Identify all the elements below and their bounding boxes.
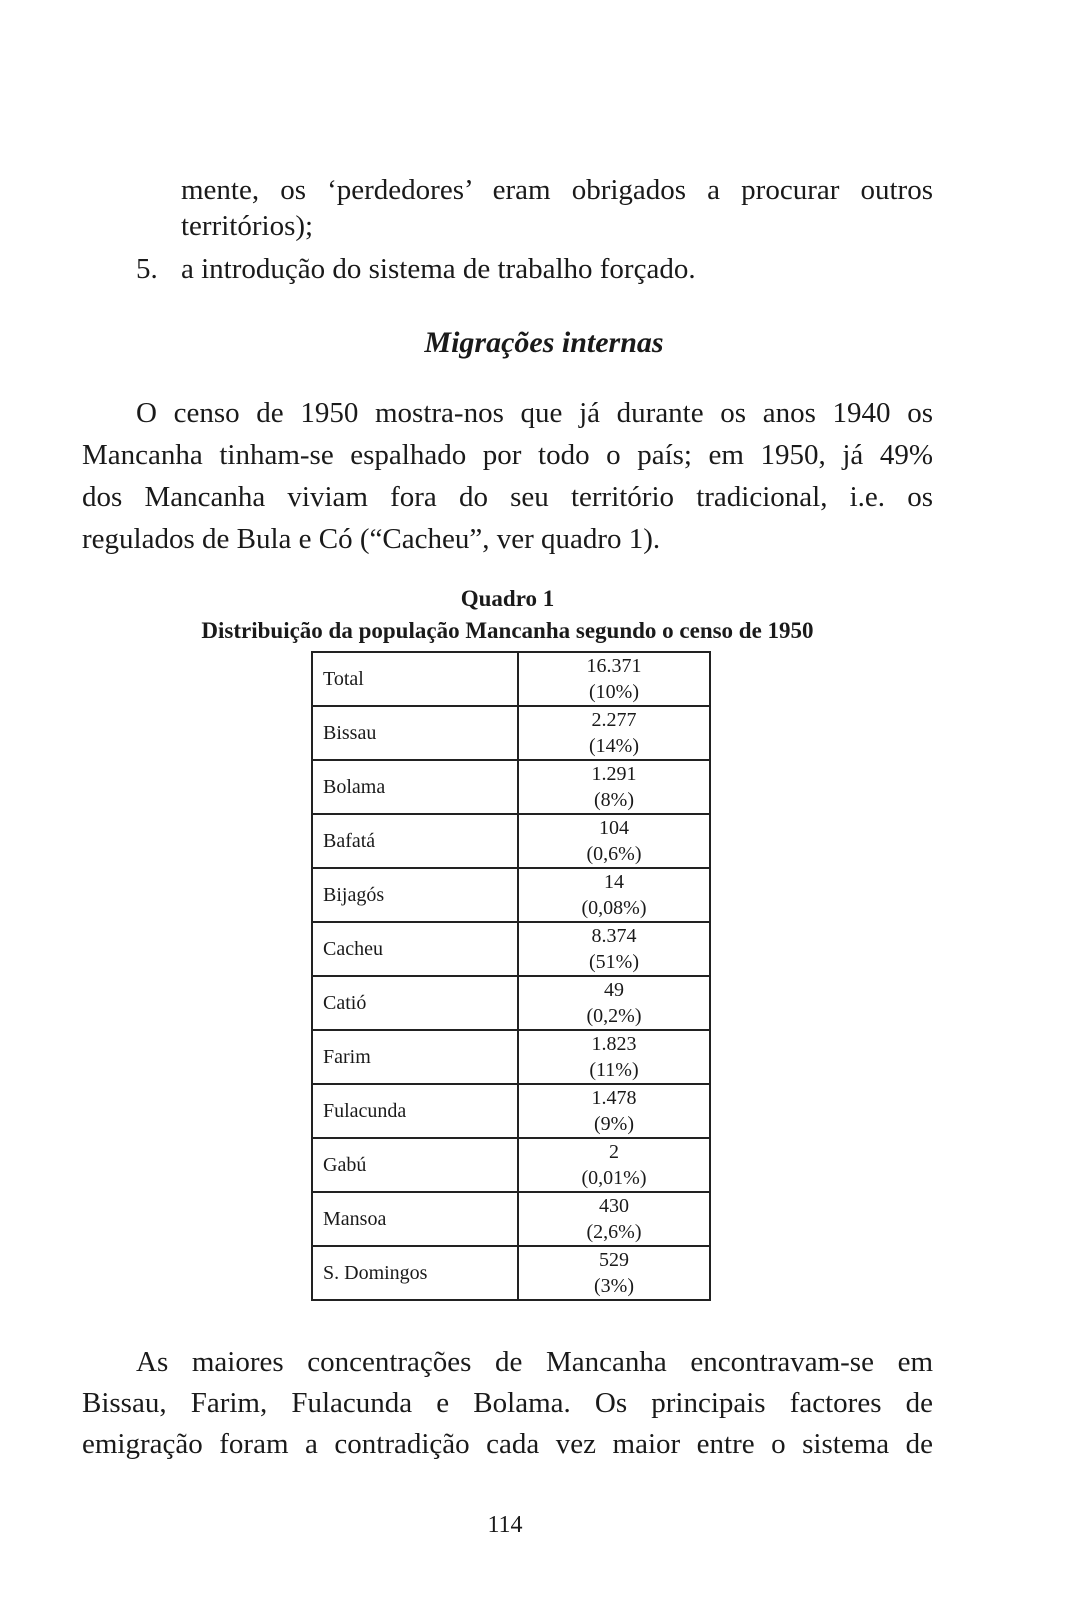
- row-label: Catió: [312, 976, 518, 1030]
- table-row: [312, 1030, 710, 1084]
- row-value: [518, 760, 710, 814]
- list-item-number: 5.: [136, 253, 158, 285]
- row-percent: (2,6%): [586, 1221, 642, 1243]
- row-label: S. Domingos: [312, 1246, 518, 1300]
- text-line: mente, os ‘perdedores’ eram obrigados a procurar outros: [181, 174, 933, 206]
- text-line: territórios);: [181, 210, 314, 242]
- row-percent: (11%): [589, 1059, 639, 1081]
- row-label: Farim: [312, 1030, 518, 1084]
- row-count: 49: [604, 979, 624, 1001]
- text-line: emigração foram a contradição cada vez maior entre o sistema de: [82, 1428, 933, 1460]
- row-count: 16.371: [586, 655, 642, 677]
- table-row: [312, 814, 710, 868]
- row-value: [518, 922, 710, 976]
- table-title: Quadro 1: [460, 586, 555, 611]
- row-percent: (3%): [594, 1275, 634, 1297]
- row-label: Bafatá: [312, 814, 518, 868]
- row-count: 104: [599, 817, 629, 839]
- row-label: Bijagós: [312, 868, 518, 922]
- row-value: [518, 868, 710, 922]
- row-value: [518, 1084, 710, 1138]
- table-subtitle: Distribuição da população Mancanha segundo o censo de 1950: [201, 618, 814, 643]
- row-label: Cacheu: [312, 922, 518, 976]
- table-row: [312, 868, 710, 922]
- row-count: 14: [604, 871, 624, 893]
- row-count: 1.478: [591, 1087, 637, 1109]
- row-value: [518, 976, 710, 1030]
- section-heading: Migrações internas: [424, 326, 664, 359]
- row-percent: (51%): [589, 951, 639, 973]
- table-row: [312, 1138, 710, 1192]
- row-percent: (10%): [589, 681, 639, 703]
- table-row: [312, 706, 710, 760]
- row-percent: (0,01%): [581, 1167, 647, 1189]
- row-percent: (0,6%): [586, 843, 642, 865]
- table-row: [312, 922, 710, 976]
- row-value: [518, 1192, 710, 1246]
- row-count: 2.277: [591, 709, 637, 731]
- text-line: dos Mancanha viviam fora do seu território tradicional, i.e. os: [82, 481, 933, 513]
- row-label: Mansoa: [312, 1192, 518, 1246]
- text-line: O censo de 1950 mostra-nos que já durante os anos 1940 os: [136, 397, 933, 429]
- row-percent: (8%): [594, 789, 634, 811]
- row-label: Bolama: [312, 760, 518, 814]
- row-percent: (9%): [594, 1113, 634, 1135]
- table-row: [312, 1192, 710, 1246]
- row-label: Bissau: [312, 706, 518, 760]
- row-value: [518, 1138, 710, 1192]
- row-percent: (14%): [589, 735, 639, 757]
- row-label: Gabú: [312, 1138, 518, 1192]
- text-line: Bissau, Farim, Fulacunda e Bolama. Os principais factores de: [82, 1387, 933, 1419]
- table-row: [312, 760, 710, 814]
- row-count: 529: [599, 1249, 629, 1271]
- text-line: regulados de Bula e Có (“Cacheu”, ver quadro 1).: [82, 523, 661, 555]
- row-percent: (0,08%): [581, 897, 647, 919]
- row-count: 430: [599, 1195, 629, 1217]
- row-label: Fulacunda: [312, 1084, 518, 1138]
- row-value: [518, 706, 710, 760]
- row-value: [518, 652, 710, 706]
- text-line: Mancanha tinham-se espalhado por todo o país; em 1950, já 49%: [82, 439, 933, 471]
- table-row: [312, 1084, 710, 1138]
- row-count: 8.374: [591, 925, 637, 947]
- page-number: 114: [487, 1512, 523, 1538]
- row-value: [518, 814, 710, 868]
- table-row: [312, 652, 710, 706]
- row-percent: (0,2%): [586, 1005, 642, 1027]
- list-item-text: a introdução do sistema de trabalho forçado.: [181, 253, 696, 285]
- table-row: [312, 1246, 710, 1300]
- row-label: Total: [312, 652, 518, 706]
- row-value: [518, 1246, 710, 1300]
- table-row: [312, 976, 710, 1030]
- row-count: 1.823: [591, 1033, 637, 1055]
- text-line: As maiores concentrações de Mancanha encontravam-se em: [136, 1346, 933, 1378]
- row-count: 1.291: [591, 763, 637, 785]
- row-count: 2: [609, 1141, 619, 1163]
- population-table: [311, 651, 711, 1301]
- row-value: [518, 1030, 710, 1084]
